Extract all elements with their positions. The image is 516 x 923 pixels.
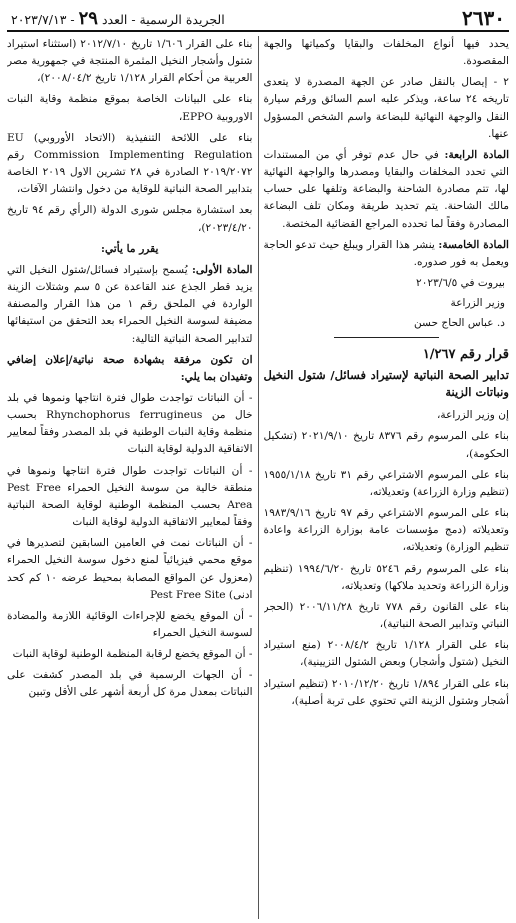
paragraph-transport-receipt: ٢ - إيصال بالنقل صادر عن الجهة المصدرة لا يتعدى تاريخه ٢٤ ساعة، ويذكر عليه اسم السائق ورقم سيارة النقل والوجهة النهائية للبضاعة واسم الشخص المسؤول عنها. bbox=[263, 76, 509, 140]
signature-title: وزير الزراعة bbox=[450, 297, 505, 310]
article-five bbox=[264, 237, 510, 271]
recital: بناء على المرسوم الاشتراعي رقم ٣١ تاريخ ١٩٥٥/١/١٨ (تنظيم وزارة الزراعة) وتعديلاته، bbox=[263, 468, 509, 498]
recital: بناء على القرار ١/١٢٨ تاريخ ٢٠٠٨/٤/٢ (منع استيراد النخيل (شتول وأشجار) وبعض الشتول التزيينية)، bbox=[263, 639, 509, 669]
condition-item: - أن الموقع يخضع لرقابة المنظمة الوطنية لوقاية النبات bbox=[12, 648, 253, 661]
paragraph-continuation: يحدد فيها أنواع المخلفات والبقايا وكمياتها والجهة المقصودة. bbox=[263, 38, 509, 68]
content-columns bbox=[7, 36, 509, 919]
condition-item: - أن النباتات نمت في العامين السابقين لتصديرها في موقع محمي فيزيائياً لمنع دخول سوسة النخيل الحمراء (معزول عن المواقع المصابة بمحيط عرضه ١٠ كم كحد ادنى) Pest Free Site bbox=[7, 537, 253, 601]
decides-line: يقرر ما يأتي: bbox=[101, 242, 159, 255]
page-header bbox=[7, 6, 509, 32]
signature-place-date: بيروت في ٢٠٢٣/٦/٥ bbox=[416, 277, 505, 290]
column-divider bbox=[258, 36, 259, 919]
signature-name: د. عباس الحاج حسن bbox=[413, 317, 505, 330]
recital: بناء على المرسوم رقم ٥٢٤٦ تاريخ ١٩٩٤/٦/٢٠ (تنظيم وزارة الزراعة وتحديد ملاكها) وتعديلاته، bbox=[263, 562, 509, 592]
article-one-label: المادة الأولى: bbox=[192, 263, 253, 276]
recital: بناء على المرسوم رقم ٨٣٧٦ تاريخ ٢٠٢١/٩/١٠ (تشكيل الحكومة)، bbox=[263, 430, 509, 460]
condition-item: - أن النباتات تواجدت طوال فترة انتاجها ونموها في بلد خال من Rhynchophorus ferrugineus بحسب منظمة وقاية النبات الوطنية في بلد المصدر وفقاً لمعايير الاتفاقية الدولية لوقاية النبات bbox=[7, 391, 253, 456]
minister-line: إن وزير الزراعة، bbox=[437, 409, 509, 422]
recital: بناء على القرار ١/٦٠٦ تاريخ ٢٠١٢/٧/١٠ (استثناء استيراد شتول وأشجار النخيل المثمرة المنتجة في جمهورية مصر العربية من أحكام القرار ١/١٢٨ تاريخ ٢٠٠٨/٠٤/٢)، bbox=[7, 38, 253, 85]
condition-item: - أن الجهات الرسمية في بلد المصدر كشفت على النباتات بمعدل مرة كل أربعة أشهر على الأقل وتبين bbox=[7, 669, 253, 699]
decision-title: قرار رقم ١/٢٦٧ bbox=[422, 346, 509, 362]
recital: بناء على البيانات الخاصة بموقع منظمة وقاية النبات الاوروبية EPPO، bbox=[7, 93, 253, 123]
article-five-label: المادة الخامسة: bbox=[438, 238, 509, 251]
section-divider bbox=[334, 337, 440, 338]
article-five-text: ينشر هذا القرار ويبلغ حيث تدعو الحاجة ويعمل به فور صدوره. bbox=[263, 238, 509, 268]
issue-date: - ٢٠٢٣/٧/١٣ bbox=[11, 11, 75, 27]
article-one bbox=[7, 262, 253, 348]
recital: بناء على القرار ١/٨٩٤ تاريخ ٢٠١٠/١٢/٢٠ (تنظيم استيراد أشجار وشتول الزينة التي تحتوي على تربة أصلية)، bbox=[263, 677, 509, 707]
article-four-label: المادة الرابعة: bbox=[444, 148, 509, 161]
recital: بناء على اللائحة التنفيذية (الاتحاد الأوروبي) EU Commission Implementing Regulation رقم ٢٠١٩/٢٠٧٢ الصادرة في ٢٨ تشرين الاول ٢٠١٩ الخاصة بتدابير الصحة النباتية للوقاية من دخول وانتشار الآفات، bbox=[7, 131, 253, 196]
left-column bbox=[7, 36, 253, 919]
article-four bbox=[264, 147, 510, 233]
condition-item: - أن الموقع يخضع للإجراءات الوقائية اللازمة والمضادة لسوسة النخيل الحمراء bbox=[7, 609, 253, 639]
issue-info bbox=[11, 8, 225, 29]
certificate-heading: ان تكون مرفقة بشهادة صحة نباتية/إعلان إضافي وتفيدان بما يلي: bbox=[7, 353, 253, 383]
article-one-text: يُسمح بإستيراد فسائل/شتول النخيل التي يزيد قطر الجذع عند القاعدة عن ٥ سم وشتلات الزينة الواردة في الملحق رقم ١ من هذا القرار والمصنفة مضيفة لسوسة النخيل الحمراء بعد التحقق من استيفائها لتدابير الصحة النباتية التالية: bbox=[7, 263, 253, 345]
right-column bbox=[264, 36, 510, 919]
recital: بناء على المرسوم الاشتراعي رقم ٩٧ تاريخ ١٩٨٣/٩/١٦ وتعديلاته (دمج مؤسسات عامة بوزارة الزراعة واعادة تنظيم الوزارة) وتعديلاته، bbox=[263, 507, 509, 554]
decision-subject: تدابير الصحة النباتية لإستيراد فسائل/ شتول النخيل ونباتات الزينة bbox=[263, 367, 509, 399]
page-number: ٢٦٣٠ bbox=[462, 6, 505, 30]
recital: بعد استشارة مجلس شورى الدولة (الرأي رقم ٩٤ تاريخ ٢٠٢٣/٤/٢٠)، bbox=[7, 204, 253, 234]
issue-number: ٢٩ bbox=[78, 7, 98, 29]
recital: بناء على القانون رقم ٧٧٨ تاريخ ٢٠٠٦/١١/٢٨ (الحجر النباتي وتدابير الصحة النباتية)، bbox=[263, 600, 509, 631]
article-four-text: في حال عدم توفر أي من المستندات التي تحدد المخلفات والبقايا ومصدرها والواجهة النهائية لها، تتم مصادرة الشاحنة والبضاعة وتلفها على حساب مالك الشاحنة. يتم تحديد طريقة ومكان تلف البضاعة المصادرة وفقاً لما تحدده المراجع القضائية المختصة. bbox=[263, 148, 509, 230]
condition-item: - أن النباتات تواجدت طوال فترة انتاجها ونموها في منطقة خالية من سوسة النخيل الحمراء Pest Free Area بحسب المنظمة الوطنية لوقاية الصحة النباتية وفقاً لمعايير الاتفاقية الدولية لوقاية النبات bbox=[7, 464, 253, 529]
issue-prefix: الجريدة الرسمية - العدد bbox=[101, 11, 225, 27]
